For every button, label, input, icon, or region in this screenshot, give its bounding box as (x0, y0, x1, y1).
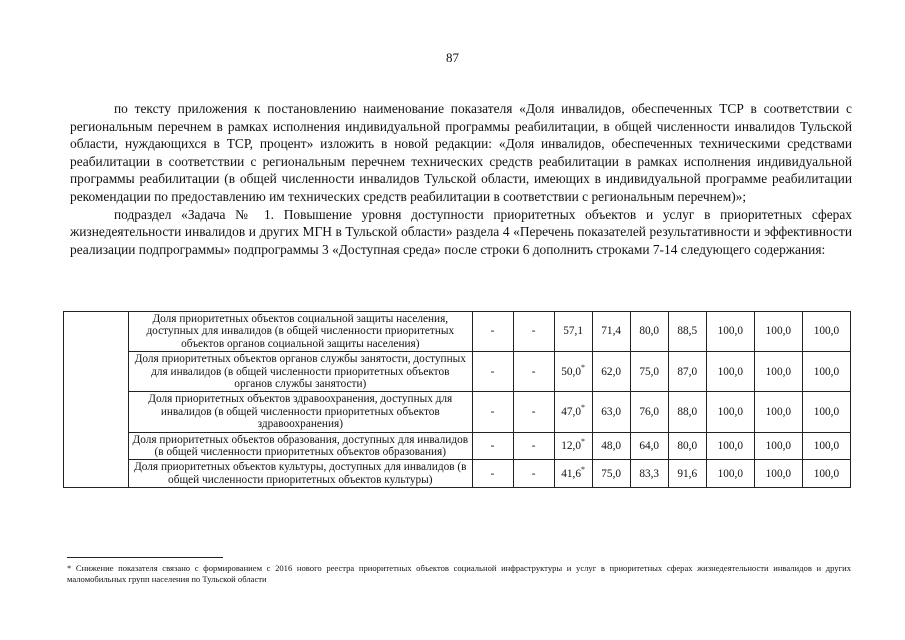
value-cell-col-8-text: 100,0 (765, 365, 792, 378)
value-cell-col-1 (472, 392, 513, 432)
value-cell-col-7-text: 100,0 (717, 467, 744, 480)
value-cell-col-3 (554, 460, 592, 488)
value-cell-col-9-text: 100,0 (813, 365, 840, 378)
value-cell-col-7 (706, 312, 754, 352)
value-cell-col-1-text: - (490, 365, 495, 378)
indicators-table (63, 311, 851, 488)
value-cell-col-2 (513, 392, 554, 432)
value-cell-col-2 (513, 460, 554, 488)
value-cell-col-8 (754, 392, 802, 432)
value-cell-col-1-text: - (490, 405, 495, 418)
value-cell-col-5 (630, 432, 668, 460)
body-text (70, 100, 852, 258)
value-cell-col-5 (630, 392, 668, 432)
value-cell-col-3-text: 50,0 (561, 365, 581, 378)
value-cell-col-1-text: - (490, 467, 495, 480)
value-cell-col-3 (554, 432, 592, 460)
value-cell-col-7 (706, 392, 754, 432)
value-cell-col-7 (706, 432, 754, 460)
value-cell-col-4-text: 71,4 (601, 325, 622, 338)
footnote-marker: * (581, 437, 585, 447)
table-row (64, 312, 851, 352)
value-cell-col-4 (592, 432, 630, 460)
value-cell-col-3-text: 57,1 (563, 325, 583, 338)
value-cell-col-9 (802, 432, 850, 460)
value-cell-col-6 (668, 392, 706, 432)
value-cell-col-5-text: 75,0 (639, 365, 660, 378)
value-cell-col-4-text: 48,0 (601, 439, 622, 452)
indicator-name-cell-text: Доля приоритетных объектов культуры, доступных для инвалидов (в общей численности приоритетных объектов культуры) (134, 461, 467, 486)
value-cell-col-6-text: 91,6 (677, 467, 698, 480)
value-cell-col-1 (472, 432, 513, 460)
indicator-name-cell (129, 312, 472, 352)
value-cell-col-7-text: 100,0 (717, 439, 744, 452)
value-cell-col-6-text: 87,0 (677, 365, 698, 378)
value-cell-col-4 (592, 392, 630, 432)
value-cell-col-2 (513, 312, 554, 352)
value-cell-col-9 (802, 392, 850, 432)
value-cell-col-7-text: 100,0 (717, 325, 744, 338)
value-cell-col-6-text: 80,0 (677, 439, 698, 452)
indicator-name-cell-text: Доля приоритетных объектов социальной защиты населения, доступных для инвалидов (в общей численности приоритетных объектов органов социальной защиты населения) (146, 313, 455, 350)
table-row (64, 352, 851, 392)
value-cell-col-3-text: 47,0 (561, 405, 581, 418)
value-cell-col-4 (592, 352, 630, 392)
table-row (64, 460, 851, 488)
indicator-name-cell-text: Доля приоритетных объектов органов службы занятости, доступных для инвалидов (в общей численности приоритетных объектов органов службы занятости) (134, 353, 466, 391)
value-cell-col-3 (554, 352, 592, 392)
value-cell-col-8 (754, 432, 802, 460)
value-cell-col-8 (754, 460, 802, 488)
value-cell-col-5-text: 64,0 (639, 439, 660, 452)
value-cell-col-6-text: 88,5 (677, 325, 698, 338)
paragraph-task-1: подраздел «Задача № 1. Повышение уровня доступности приоритетных объектов и услуг в приоритетных сферах жизнедеятельности инвалидов и других МГН в Тульской области» раздела 4 «Перечень показателей результативности и эффективности реализации подпрограммы» подпрограммы 3 «Доступная среда» после строки 6 дополнить строками 7-14 следующего содержания: (70, 206, 852, 257)
row-number-cell (64, 312, 129, 488)
table-row (64, 432, 851, 460)
value-cell-col-8 (754, 352, 802, 392)
value-cell-col-4 (592, 312, 630, 352)
value-cell-col-6 (668, 352, 706, 392)
value-cell-col-1 (472, 312, 513, 352)
value-cell-col-1-text: - (490, 325, 495, 338)
value-cell-col-9-text: 100,0 (813, 439, 840, 452)
value-cell-col-2-text: - (531, 325, 536, 338)
value-cell-col-6 (668, 460, 706, 488)
paragraph-indicator-rename: по тексту приложения к постановлению наименование показателя «Доля инвалидов, обеспеченных ТСР в соответствии с региональным перечнем в рамках исполнения индивидуальной программы реабилитации, в общей численности инвалидов Тульской области, нуждающихся в ТСР, процент» изложить в новой редакции: «Доля инвалидов, обеспеченных техническими средствами реабилитации в соответствии с региональным перечнем технических средств реабилитации в рамках исполнения индивидуальной программы реабилитации (в общей численности инвалидов Тульской области, имеющих в индивидуальной программе реабилитации рекомендации по предоставлению им технических средств реабилитации в соответствии с региональным перечнем)»; (70, 101, 852, 204)
value-cell-col-4-text: 62,0 (601, 365, 622, 378)
indicator-name-cell (129, 392, 472, 432)
value-cell-col-8-text: 100,0 (765, 405, 792, 418)
value-cell-col-9-text: 100,0 (813, 405, 840, 418)
value-cell-col-9 (802, 352, 850, 392)
value-cell-col-9 (802, 312, 850, 352)
value-cell-col-1 (472, 460, 513, 488)
value-cell-col-4-text: 75,0 (601, 467, 622, 480)
value-cell-col-2-text: - (531, 365, 536, 378)
value-cell-col-1 (472, 352, 513, 392)
value-cell-col-8-text: 100,0 (765, 325, 792, 338)
footnote-marker: * (581, 362, 585, 372)
indicator-name-cell (129, 352, 472, 392)
value-cell-col-5-text: 76,0 (639, 405, 660, 418)
value-cell-col-7 (706, 352, 754, 392)
value-cell-col-2-text: - (531, 467, 536, 480)
value-cell-col-8-text: 100,0 (765, 467, 792, 480)
value-cell-col-1-text: - (490, 439, 495, 452)
table-row (64, 392, 851, 432)
footnote: * Снижение показателя связано с формированием с 2016 нового реестра приоритетных объектов социальной инфраструктуры и услуг в приоритетных сферах жизнедеятельности инвалидов и других маломобильных групп населения по Тульской области (67, 563, 851, 584)
value-cell-col-8 (754, 312, 802, 352)
value-cell-col-6-text: 88,0 (677, 405, 698, 418)
value-cell-col-4-text: 63,0 (601, 405, 622, 418)
value-cell-col-5-text: 83,3 (639, 467, 660, 480)
value-cell-col-3 (554, 392, 592, 432)
footnote-marker: * (581, 403, 585, 413)
value-cell-col-6 (668, 432, 706, 460)
value-cell-col-9 (802, 460, 850, 488)
value-cell-col-5 (630, 312, 668, 352)
value-cell-col-2 (513, 432, 554, 460)
indicator-name-cell (129, 432, 472, 460)
value-cell-col-2-text: - (531, 405, 536, 418)
value-cell-col-8-text: 100,0 (765, 439, 792, 452)
value-cell-col-3-text: 12,0 (561, 439, 581, 452)
footnote-divider (67, 557, 223, 558)
value-cell-col-7-text: 100,0 (717, 405, 744, 418)
indicators-table-body (64, 312, 851, 488)
footnote-marker: * (581, 464, 585, 474)
page-number: 87 (446, 50, 459, 65)
value-cell-col-9-text: 100,0 (813, 467, 840, 480)
value-cell-col-6 (668, 312, 706, 352)
value-cell-col-7-text: 100,0 (717, 365, 744, 378)
value-cell-col-5-text: 80,0 (639, 325, 660, 338)
value-cell-col-3-text: 41,6 (561, 467, 581, 480)
value-cell-col-5 (630, 352, 668, 392)
value-cell-col-9-text: 100,0 (813, 325, 840, 338)
value-cell-col-7 (706, 460, 754, 488)
value-cell-col-2 (513, 352, 554, 392)
indicator-name-cell-text: Доля приоритетных объектов здравоохранения, доступных для инвалидов (в общей численности приоритетных объектов здравоохранения) (148, 393, 453, 431)
value-cell-col-5 (630, 460, 668, 488)
value-cell-col-2-text: - (531, 439, 536, 452)
indicator-name-cell (129, 460, 472, 488)
value-cell-col-3 (554, 312, 592, 352)
indicator-name-cell-text: Доля приоритетных объектов образования, доступных для инвалидов (в общей численности приоритетных объектов образования) (132, 433, 469, 459)
value-cell-col-4 (592, 460, 630, 488)
